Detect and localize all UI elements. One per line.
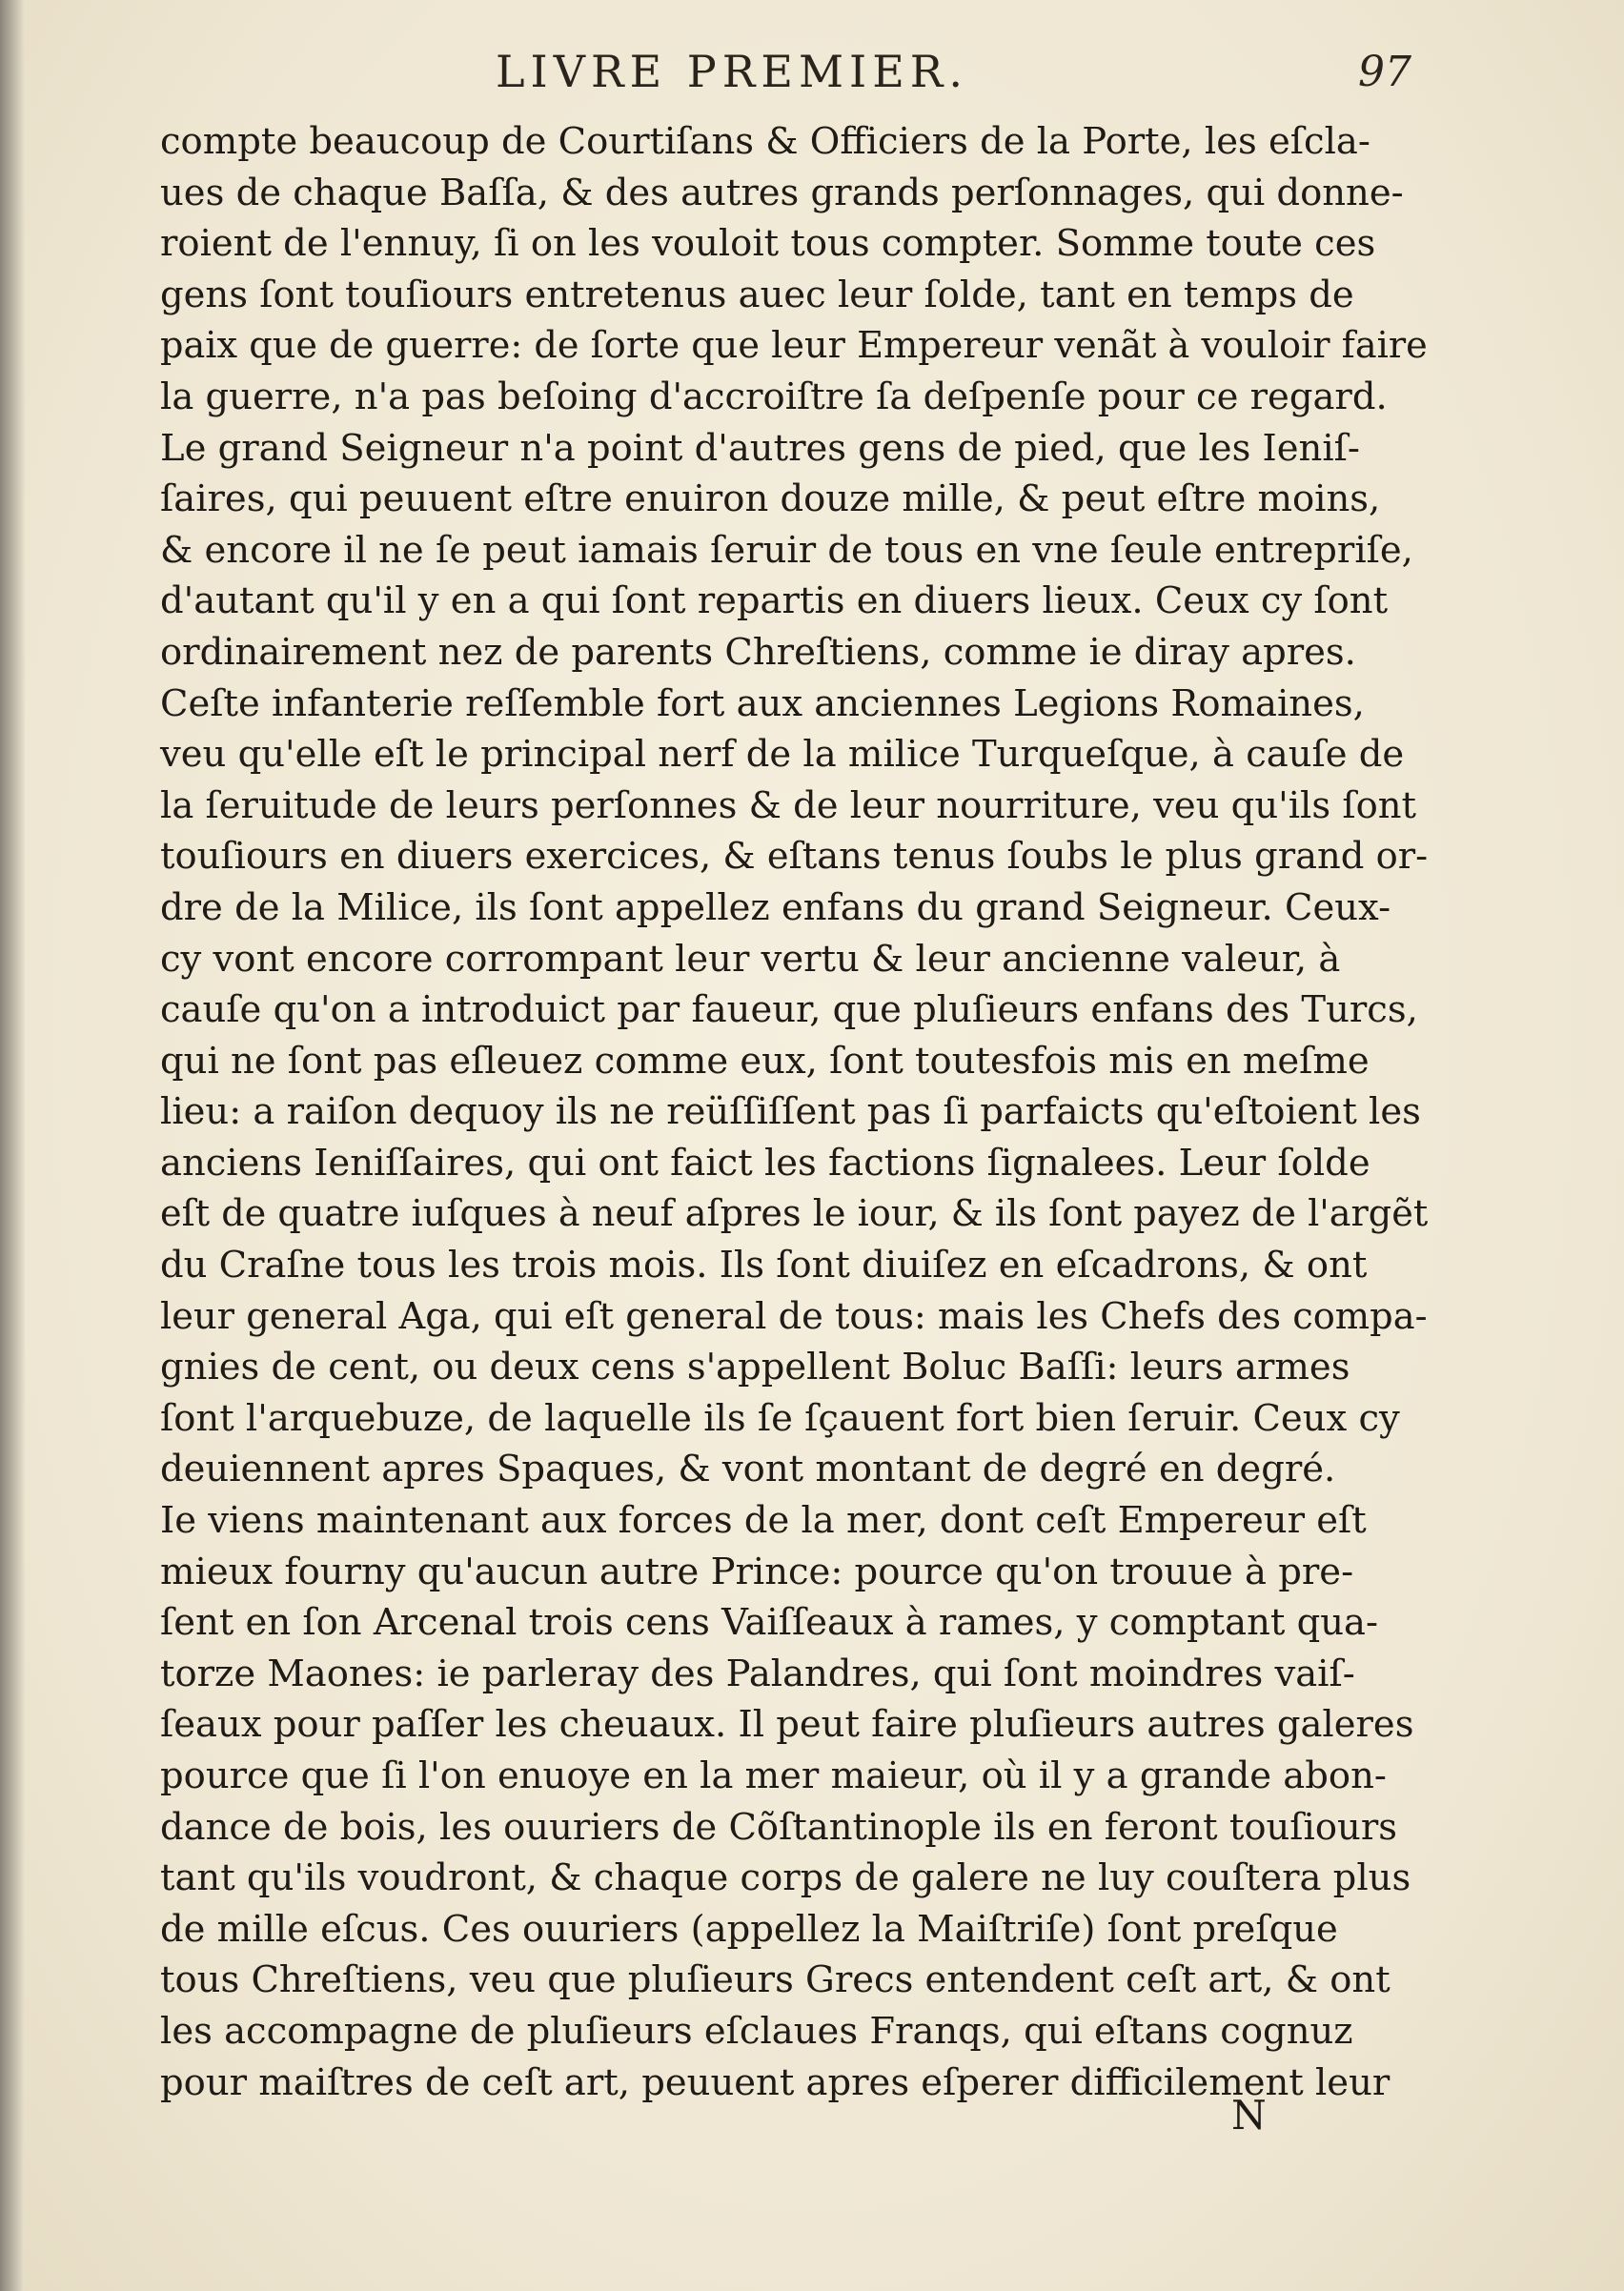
- text-line: qui ne ſont pas eſleuez comme eux, ſont toutesfois mis en meſme: [160, 1039, 1370, 1083]
- text-line: torze Maones: ie parleray des Palandres, qui ſont moindres vaiſ-: [160, 1652, 1355, 1695]
- text-line: dance de bois, les ouuriers de Cõſtantinople ils en feront touſiours: [160, 1805, 1398, 1849]
- text-line: touſiours en diuers exercices, & eſtans tenus ſoubs le plus grand or-: [160, 835, 1429, 879]
- text-line: les accompagne de pluſieurs eſclaues Franqs, qui eſtans cognuz: [160, 2009, 1353, 2053]
- text-line: pour maiſtres de ceſt art, peuuent apres eſperer difficilement leur: [160, 2060, 1391, 2104]
- text-line: ſont l'arquebuze, de laquelle ils ſe ſçauent fort bien ſeruir. Ceux cy: [160, 1396, 1400, 1440]
- text-line: tant qu'ils voudront, & chaque corps de galere ne luy couſtera plus: [160, 1856, 1411, 1900]
- text-line: de mille eſcus. Ces ouuriers (appellez la Maiſtriſe) ſont preſque: [160, 1907, 1338, 1951]
- text-line: & encore il ne ſe peut iamais ſeruir de tous en vne ſeule entrepriſe,: [160, 528, 1413, 572]
- text-line: ſeaux pour paſſer les cheuaux. Il peut faire pluſieurs autres galeres: [160, 1703, 1414, 1747]
- text-line: mieux fourny qu'aucun autre Prince: pource qu'on trouue à pre-: [160, 1550, 1354, 1593]
- body-text: [160, 116, 1428, 2108]
- text-line: anciens Ieniſſaires, qui ont faict les factions ſignalees. Leur ſolde: [160, 1141, 1370, 1185]
- text-line: gens ſont touſiours entretenus auec leur ſolde, tant en temps de: [160, 273, 1354, 316]
- text-line: dre de la Milice, ils ſont appellez enfans du grand Seigneur. Ceux-: [160, 885, 1391, 929]
- text-line: tous Chreſtiens, veu que pluſieurs Grecs entendent ceſt art, & ont: [160, 1958, 1391, 2002]
- text-line: deuiennent apres Spaques, & vont montant de degré en degré.: [160, 1448, 1336, 1491]
- text-line: pource que ſi l'on enuoye en la mer maieur, où il y a grande abon-: [160, 1754, 1387, 1797]
- text-line: leur general Aga, qui eſt general de tous: mais les Chefs des compa-: [160, 1294, 1428, 1338]
- text-line: cy vont encore corrompant leur vertu & leur ancienne valeur, à: [160, 937, 1341, 981]
- text-line: lieu: a raiſon dequoy ils ne reüſſiſſent pas ſi parfaicts qu'eſtoient les: [160, 1090, 1421, 1134]
- text-line: gnies de cent, ou deux cens s'appellent Boluc Baſſi: leurs armes: [160, 1346, 1350, 1389]
- text-line: ſent en ſon Arcenal trois cens Vaiſſeaux à rames, y comptant qua-: [160, 1601, 1378, 1645]
- text-line: Le grand Seigneur n'a point d'autres gens de pied, que les Ieniſ-: [160, 426, 1360, 470]
- text-line: d'autant qu'il y en a qui ſont repartis en diuers lieux. Ceux cy ſont: [160, 579, 1389, 623]
- text-line: la guerre, n'a pas beſoing d'accroiſtre ſa deſpenſe pour ce regard.: [160, 375, 1388, 418]
- catchword-signature: N: [1231, 2092, 1267, 2139]
- text-line: la ſeruitude de leurs perſonnes & de leur nourriture, veu qu'ils ſont: [160, 783, 1417, 827]
- running-title: LIVRE PREMIER.: [496, 46, 969, 97]
- text-line: eſt de quatre iuſques à neuf aſpres le iour, & ils ſont payez de l'argẽt: [160, 1192, 1429, 1236]
- page-number: 97: [1358, 48, 1411, 96]
- text-line: paix que de guerre: de ſorte que leur Empereur venãt à vouloir faire: [160, 324, 1428, 368]
- page-gutter-shadow: [0, 0, 25, 2291]
- text-line: Ceſte infanterie reſſemble fort aux anciennes Legions Romaines,: [160, 681, 1365, 725]
- text-line: ſaires, qui peuuent eſtre enuiron douze mille, & peut eſtre moins,: [160, 477, 1381, 521]
- text-line: veu qu'elle eſt le principal nerf de la milice Turqueſque, à cauſe de: [160, 733, 1405, 777]
- text-line: ordinairement nez de parents Chreſtiens, comme ie diray apres.: [160, 630, 1356, 674]
- text-line: cauſe qu'on a introduict par faueur, que pluſieurs enfans des Turcs,: [160, 988, 1418, 1032]
- text-line: ues de chaque Baſſa, & des autres grands perſonnages, qui donne-: [160, 171, 1404, 214]
- text-line: Ie viens maintenant aux forces de la mer, dont ceſt Empereur eſt: [160, 1499, 1367, 1543]
- text-line: roient de l'ennuy, ſi on les vouloit tous compter. Somme toute ces: [160, 222, 1376, 266]
- text-line: du Craſne tous les trois mois. Ils ſont diuiſez en eſcadrons, & ont: [160, 1244, 1368, 1287]
- text-line: compte beaucoup de Courtiſans & Officiers de la Porte, les eſcla-: [160, 120, 1370, 163]
